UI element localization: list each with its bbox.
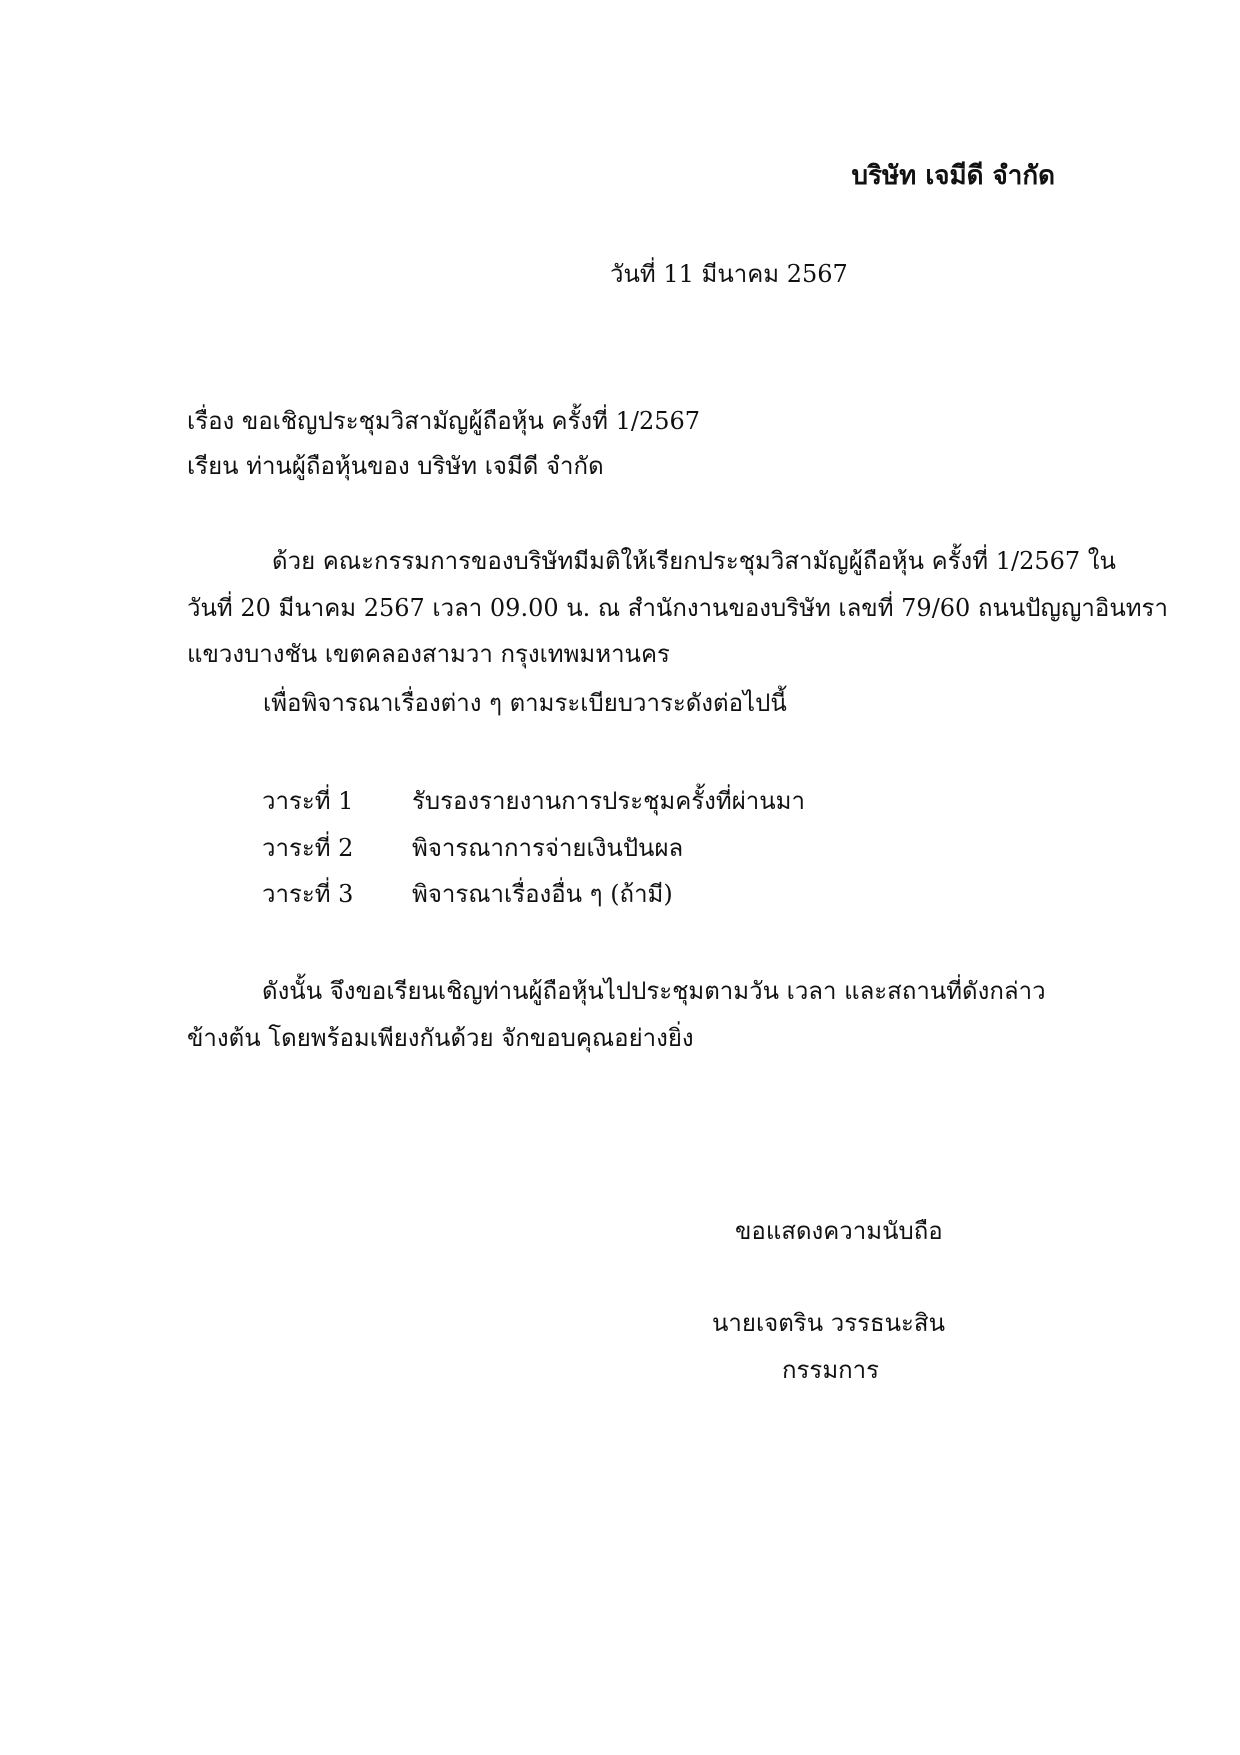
- signatory-title: กรรมการ: [782, 1356, 880, 1384]
- paragraph-2-line-2: ข้างต้น โดยพร้อมเพียงกันด้วย จักขอบคุณอย่างยิ่ง: [187, 1024, 694, 1052]
- paragraph-1-line-2: วันที่ 20 มีนาคม 2567 เวลา 09.00 น. ณ สำนักงานของบริษัท เลขที่ 79/60 ถนนปัญญาอินทรา: [187, 594, 1168, 622]
- signatory-name: นายเจตริน วรรธนะสิน: [712, 1309, 945, 1337]
- letter-subject: เรื่อง ขอเชิญประชุมวิสามัญผู้ถือหุ้น ครั้งที่ 1/2567: [187, 407, 701, 435]
- agenda-item-2-number: วาระที่ 2: [262, 834, 354, 862]
- agenda-item-1-text: รับรองรายงานการประชุมครั้งที่ผ่านมา: [412, 787, 805, 815]
- paragraph-1-line-1: ด้วย คณะกรรมการของบริษัทมีมติให้เรียกประชุมวิสามัญผู้ถือหุ้น ครั้งที่ 1/2567 ใน: [272, 547, 1116, 575]
- agenda-item-3-number: วาระที่ 3: [262, 880, 354, 908]
- closing-phrase: ขอแสดงความนับถือ: [735, 1217, 943, 1245]
- letter-date: วันที่ 11 มีนาคม 2567: [610, 260, 848, 288]
- paragraph-1-line-4: เพื่อพิจารณาเรื่องต่าง ๆ ตามระเบียบวาระดังต่อไปนี้: [263, 689, 787, 717]
- letter-recipient: เรียน ท่านผู้ถือหุ้นของ บริษัท เจมีดี จำกัด: [187, 452, 604, 480]
- company-name: บริษัท เจมีดี จำกัด: [851, 161, 1055, 191]
- agenda-item-1-number: วาระที่ 1: [262, 787, 354, 815]
- paragraph-2-line-1: ดังนั้น จึงขอเรียนเชิญท่านผู้ถือหุ้นไปประชุมตามวัน เวลา และสถานที่ดังกล่าว: [262, 977, 1046, 1005]
- agenda-item-2-text: พิจารณาการจ่ายเงินปันผล: [412, 834, 684, 862]
- paragraph-1-line-3: แขวงบางชัน เขตคลองสามวา กรุงเทพมหานคร: [187, 640, 670, 668]
- agenda-item-3-text: พิจารณาเรื่องอื่น ๆ (ถ้ามี): [412, 880, 673, 908]
